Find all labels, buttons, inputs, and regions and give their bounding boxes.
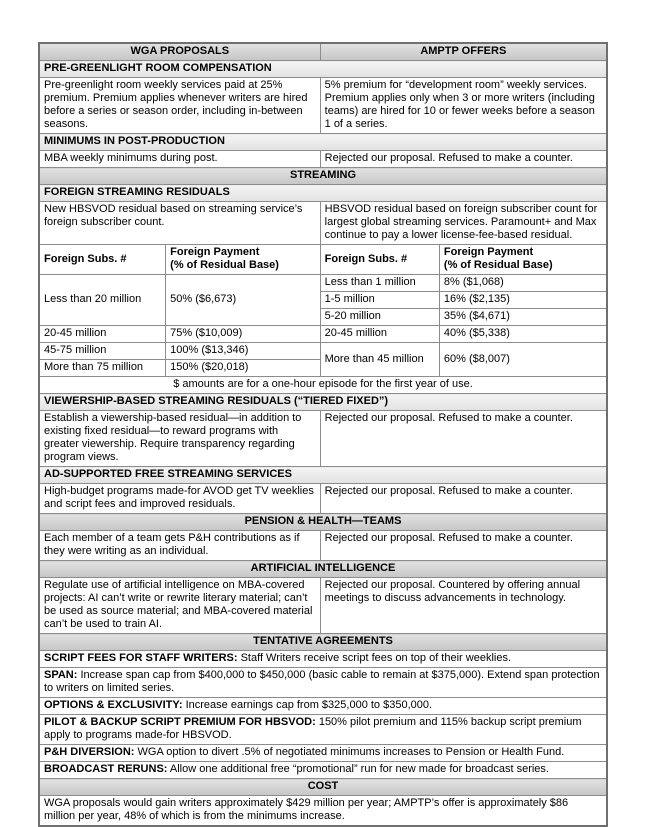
- avod-title: AD-SUPPORTED FREE STREAMING SERVICES: [39, 467, 607, 484]
- amptp-tier-payment: 16% ($2,135): [439, 292, 607, 309]
- tentative-item-span: [39, 668, 607, 698]
- section-title-row: [39, 61, 607, 78]
- payment-header-line2: (% of Residual Base): [443, 259, 553, 271]
- pre-greenlight-amptp-cell: 5% premium for “development room” weekly services. Premium applies only when 3 or more writers (including teams) are hired for 10 or fewer weeks before a season 1 of a series.: [320, 78, 607, 134]
- amptp-tier-subs: 20-45 million: [320, 326, 439, 343]
- viewership-row: [39, 411, 607, 467]
- tentative-item-text: Increase earnings cap from $325,000 to $350,000.: [182, 699, 433, 711]
- tier-note: $ amounts are for a one-hour episode for the first year of use.: [39, 377, 607, 394]
- amptp-tier-subs: 5-20 million: [320, 309, 439, 326]
- avod-wga-cell: High-budget programs made-for AVOD get TV weeklies and script fees and improved residuals.: [39, 484, 320, 514]
- streaming-banner: STREAMING: [39, 168, 607, 185]
- pre-greenlight-row: [39, 78, 607, 134]
- tentative-item-text: Increase span cap from $400,000 to $450,000 (basic cable to remain at $375,000). Extend span protection to writers on limited series.: [44, 669, 600, 694]
- section-title-row: [39, 467, 607, 484]
- tentative-item-label: SPAN:: [44, 669, 78, 681]
- amptp-tier-subs: Less than 1 million: [320, 275, 439, 292]
- wga-payment-col-header: [166, 245, 320, 275]
- post-production-wga-cell: MBA weekly minimums during post.: [39, 151, 320, 168]
- ai-amptp-cell: Rejected our proposal. Countered by offering annual meetings to discuss advancements in technology.: [320, 578, 607, 634]
- tentative-item-text: Staff Writers receive script fees on top of their weeklies.: [237, 652, 512, 664]
- tentative-item-label: OPTIONS & EXCLUSIVITY:: [44, 699, 183, 711]
- comparison-table: [38, 42, 608, 827]
- tentative-item-pilot-backup: [39, 715, 607, 745]
- payment-header-line1: Foreign Payment: [170, 246, 260, 258]
- column-header-row: [39, 43, 607, 61]
- viewership-amptp-cell: Rejected our proposal. Refused to make a counter.: [320, 411, 607, 467]
- tentative-banner: TENTATIVE AGREEMENTS: [39, 634, 607, 651]
- tentative-item-label: PILOT & BACKUP SCRIPT PREMIUM FOR HBSVOD:: [44, 716, 316, 728]
- tentative-item-row: [39, 715, 607, 745]
- tentative-item-script-fees: [39, 651, 607, 668]
- ai-banner-row: [39, 561, 607, 578]
- foreign-residuals-title: FOREIGN STREAMING RESIDUALS: [39, 185, 607, 202]
- pension-wga-cell: Each member of a team gets P&H contributions as if they were writing as an individual.: [39, 531, 320, 561]
- payment-header-line2: (% of Residual Base): [170, 259, 279, 271]
- tentative-item-row: [39, 651, 607, 668]
- amptp-payment-col-header: [439, 245, 607, 275]
- tier-note-row: [39, 377, 607, 394]
- avod-row: [39, 484, 607, 514]
- pension-banner-row: [39, 514, 607, 531]
- amptp-tier-subs: 1-5 million: [320, 292, 439, 309]
- wga-tier-payment: 75% ($10,009): [166, 326, 320, 343]
- section-title-row: [39, 185, 607, 202]
- wga-tier-subs: More than 75 million: [39, 360, 166, 377]
- amptp-tier-payment: 35% ($4,671): [439, 309, 607, 326]
- tentative-item-text: Allow one additional free “promotional” run for new made for broadcast series.: [167, 763, 549, 775]
- tentative-item-row: [39, 745, 607, 762]
- tentative-item-label: SCRIPT FEES FOR STAFF WRITERS:: [44, 652, 238, 664]
- ai-banner: ARTIFICIAL INTELLIGENCE: [39, 561, 607, 578]
- pre-greenlight-title: PRE-GREENLIGHT ROOM COMPENSATION: [39, 61, 607, 78]
- tentative-item-options-exclusivity: [39, 698, 607, 715]
- wga-tier-payment: 150% ($20,018): [166, 360, 320, 377]
- wga-tier-subs: 20-45 million: [39, 326, 166, 343]
- tier-row: [39, 326, 607, 343]
- foreign-residuals-row: [39, 202, 607, 245]
- tentative-banner-row: [39, 634, 607, 651]
- foreign-residuals-wga-cell: New HBSVOD residual based on streaming service’s foreign subscriber count.: [39, 202, 320, 245]
- amptp-offers-header: AMPTP OFFERS: [320, 43, 607, 61]
- wga-tier-payment: 100% ($13,346): [166, 343, 320, 360]
- tentative-item-row: [39, 698, 607, 715]
- cost-text-cell: WGA proposals would gain writers approximately $429 million per year; AMPTP’s offer is approximately $86 million per year, 48% of which is from the minimums increase.: [39, 796, 607, 827]
- payment-header-line1: Foreign Payment: [443, 246, 534, 258]
- tier-row: [39, 275, 607, 292]
- amptp-tier-subs: More than 45 million: [320, 343, 439, 377]
- tentative-item-row: [39, 668, 607, 698]
- pension-banner: PENSION & HEALTH—TEAMS: [39, 514, 607, 531]
- cost-banner-row: [39, 779, 607, 796]
- tentative-item-text: WGA option to divert .5% of negotiated minimums increases to Pension or Health Fund.: [134, 746, 565, 758]
- post-production-row: [39, 151, 607, 168]
- tier-row: [39, 343, 607, 360]
- amptp-subs-col-header: Foreign Subs. #: [320, 245, 439, 275]
- tentative-item-broadcast-reruns: [39, 762, 607, 779]
- pre-greenlight-wga-cell: Pre-greenlight room weekly services paid at 25% premium. Premium applies whenever writers are hired before a series or season order, including in-between seasons.: [39, 78, 320, 134]
- viewership-wga-cell: Establish a viewership-based residual—in addition to existing fixed residual—to reward programs with greater viewership. Require transparency regarding program views.: [39, 411, 320, 467]
- pension-row: [39, 531, 607, 561]
- tier-header-row: [39, 245, 607, 275]
- post-production-title: MINIMUMS IN POST-PRODUCTION: [39, 134, 607, 151]
- pension-amptp-cell: Rejected our proposal. Refused to make a counter.: [320, 531, 607, 561]
- wga-subs-col-header: Foreign Subs. #: [39, 245, 166, 275]
- wga-proposals-header: WGA PROPOSALS: [39, 43, 320, 61]
- wga-tier-payment: 50% ($6,673): [166, 275, 320, 326]
- viewership-title: VIEWERSHIP-BASED STREAMING RESIDUALS (“TIERED FIXED”): [39, 394, 607, 411]
- amptp-tier-payment: 40% ($5,338): [439, 326, 607, 343]
- wga-tier-subs: Less than 20 million: [39, 275, 166, 326]
- streaming-banner-row: [39, 168, 607, 185]
- amptp-tier-payment: 8% ($1,068): [439, 275, 607, 292]
- ai-row: [39, 578, 607, 634]
- section-title-row: [39, 394, 607, 411]
- tentative-item-label: P&H DIVERSION:: [44, 746, 135, 758]
- amptp-tier-payment: 60% ($8,007): [439, 343, 607, 377]
- tentative-item-text: 150% pilot premium and 115% backup script premium apply to programs made-for HBSVOD.: [44, 716, 582, 741]
- foreign-residuals-amptp-cell: HBSVOD residual based on foreign subscriber count for largest global streaming services. Paramount+ and Max continue to pay a lower license-fee-based residual.: [320, 202, 607, 245]
- tentative-item-ph-diversion: [39, 745, 607, 762]
- tentative-item-row: [39, 762, 607, 779]
- cost-row: [39, 796, 607, 827]
- wga-tier-subs: 45-75 million: [39, 343, 166, 360]
- tentative-item-label: BROADCAST RERUNS:: [44, 763, 168, 775]
- ai-wga-cell: Regulate use of artificial intelligence on MBA-covered projects: AI can’t write or rewrite literary material; can’t be used as source material; and MBA-covered material can’t be used to train AI.: [39, 578, 320, 634]
- avod-amptp-cell: Rejected our proposal. Refused to make a counter.: [320, 484, 607, 514]
- post-production-amptp-cell: Rejected our proposal. Refused to make a counter.: [320, 151, 607, 168]
- section-title-row: [39, 134, 607, 151]
- cost-banner: COST: [39, 779, 607, 796]
